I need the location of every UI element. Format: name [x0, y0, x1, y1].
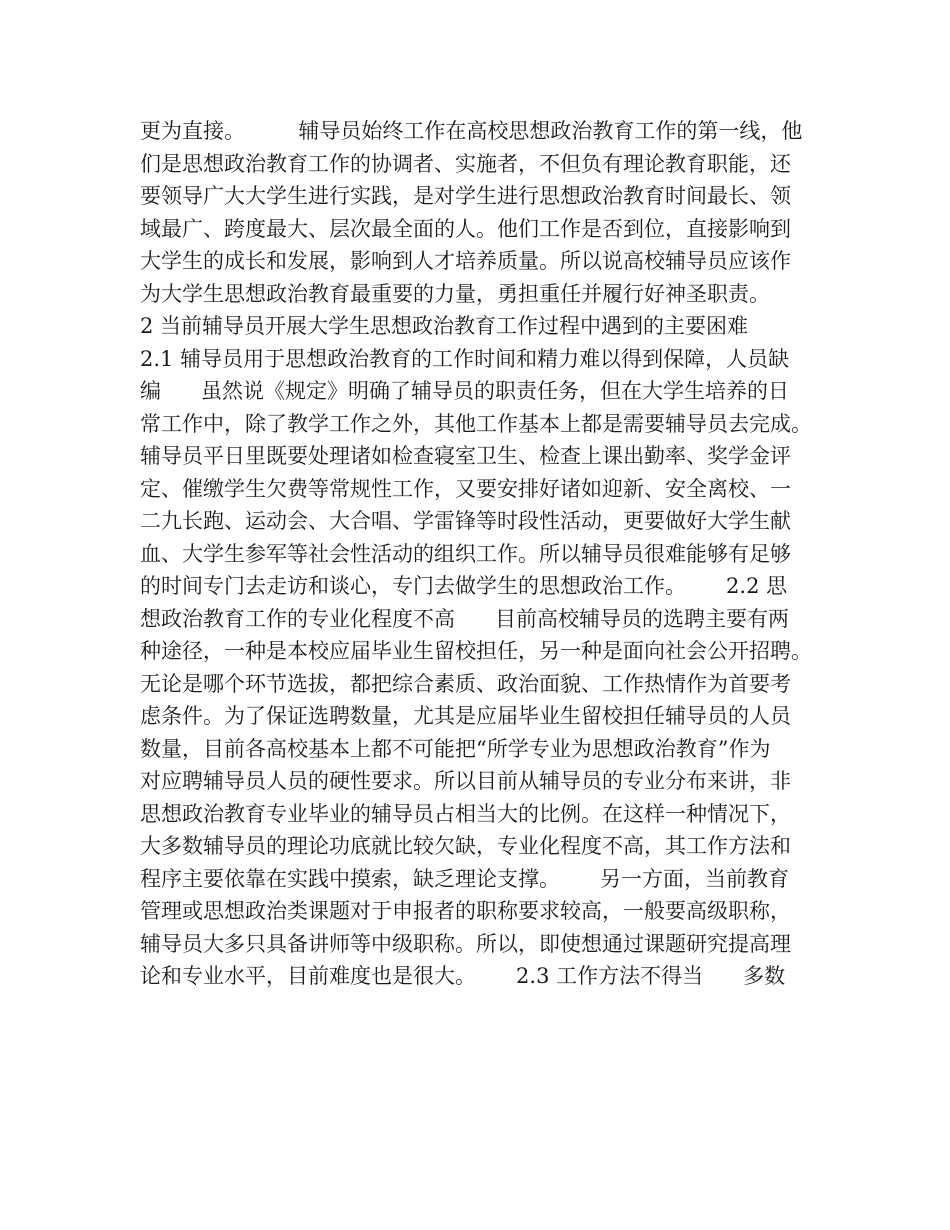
text-line: 大学生的成长和发展，影响到人才培养质量。所以说高校辅导员应该作: [140, 249, 791, 273]
text-line: 域最广、跨度最大、层次最全面的人。他们工作是否到位，直接影响到: [140, 216, 791, 241]
text-line: 种途径，一种是本校应届毕业生留校担任，另一种是面向社会公开招聘。: [140, 639, 812, 663]
text-line: 编 虽然说《规定》明确了辅导员的职责任务，但在大学生培养的日: [140, 379, 790, 403]
text-line: 定、催缴学生欠费等常规性工作，又要安排好诸如迎新、安全离校、一: [140, 476, 791, 501]
text-line: 为大学生思想政治教育最重要的力量，勇担重任并履行好神圣职责。: [140, 281, 770, 306]
text-line: 更为直接。 辅导员始终工作在高校思想政治教育工作的第一线，他: [140, 119, 803, 143]
text-line: 虑条件。为了保证选聘数量，尤其是应届毕业生留校担任辅导员的人员: [140, 704, 791, 728]
text-line: 辅导员大多只具备讲师等中级职称。所以，即使想通过课题研究提高理: [140, 931, 791, 956]
text-line: 论和专业水平，目前难度也是很大。 2.3 工作方法不得当 多数: [140, 964, 786, 988]
text-line: 大多数辅导员的理论功底就比较欠缺，专业化程度不高，其工作方法和: [140, 834, 791, 858]
text-line: 的时间专门去走访和谈心，专门去做学生的思想政治工作。 2.2 思: [140, 574, 788, 598]
text-line: 想政治教育工作的专业化程度不高 目前高校辅导员的选聘主要有两: [140, 606, 790, 631]
text-line: 血、大学生参军等社会性活动的组织工作。所以辅导员很难能够有足够: [140, 541, 791, 566]
text-line: 二九长跑、运动会、大合唱、学雷锋等时段性活动，更要做好大学生献: [140, 509, 791, 533]
text-line: 们是思想政治教育工作的协调者、实施者，不但负有理论教育职能，还: [140, 151, 791, 176]
subsection-heading: 2.1 辅导员用于思想政治教育的工作时间和精力难以得到保障，人员缺: [140, 346, 790, 371]
section-heading: 2 当前辅导员开展大学生思想政治教育工作过程中遇到的主要困难: [140, 314, 749, 338]
body-text: [140, 115, 830, 993]
text-line: 数量，目前各高校基本上都不可能把“所学专业为思想政治教育”作为: [140, 736, 771, 761]
text-line: 常工作中，除了教学工作之外，其他工作基本上都是需要辅导员去完成。: [140, 411, 812, 436]
text-line: 要领导广大大学生进行实践，是对学生进行思想政治教育时间最长、领: [140, 184, 791, 208]
text-line: 对应聘辅导员人员的硬性要求。所以目前从辅导员的专业分布来讲，非: [140, 769, 791, 793]
text-line: 思想政治教育专业毕业的辅导员占相当大的比例。在这样一种情况下，: [140, 801, 791, 826]
text-line: 程序主要依靠在实践中摸索，缺乏理论支撑。 另一方面，当前教育: [140, 866, 790, 891]
text-line: 管理或思想政治类课题对于申报者的职称要求较高，一般要高级职称，: [140, 899, 791, 923]
text-line: 无论是哪个环节选拔，都把综合素质、政治面貌、工作热情作为首要考: [140, 671, 791, 696]
text-line: 辅导员平日里既要处理诸如检查寝室卫生、检查上课出勤率、奖学金评: [140, 444, 791, 468]
